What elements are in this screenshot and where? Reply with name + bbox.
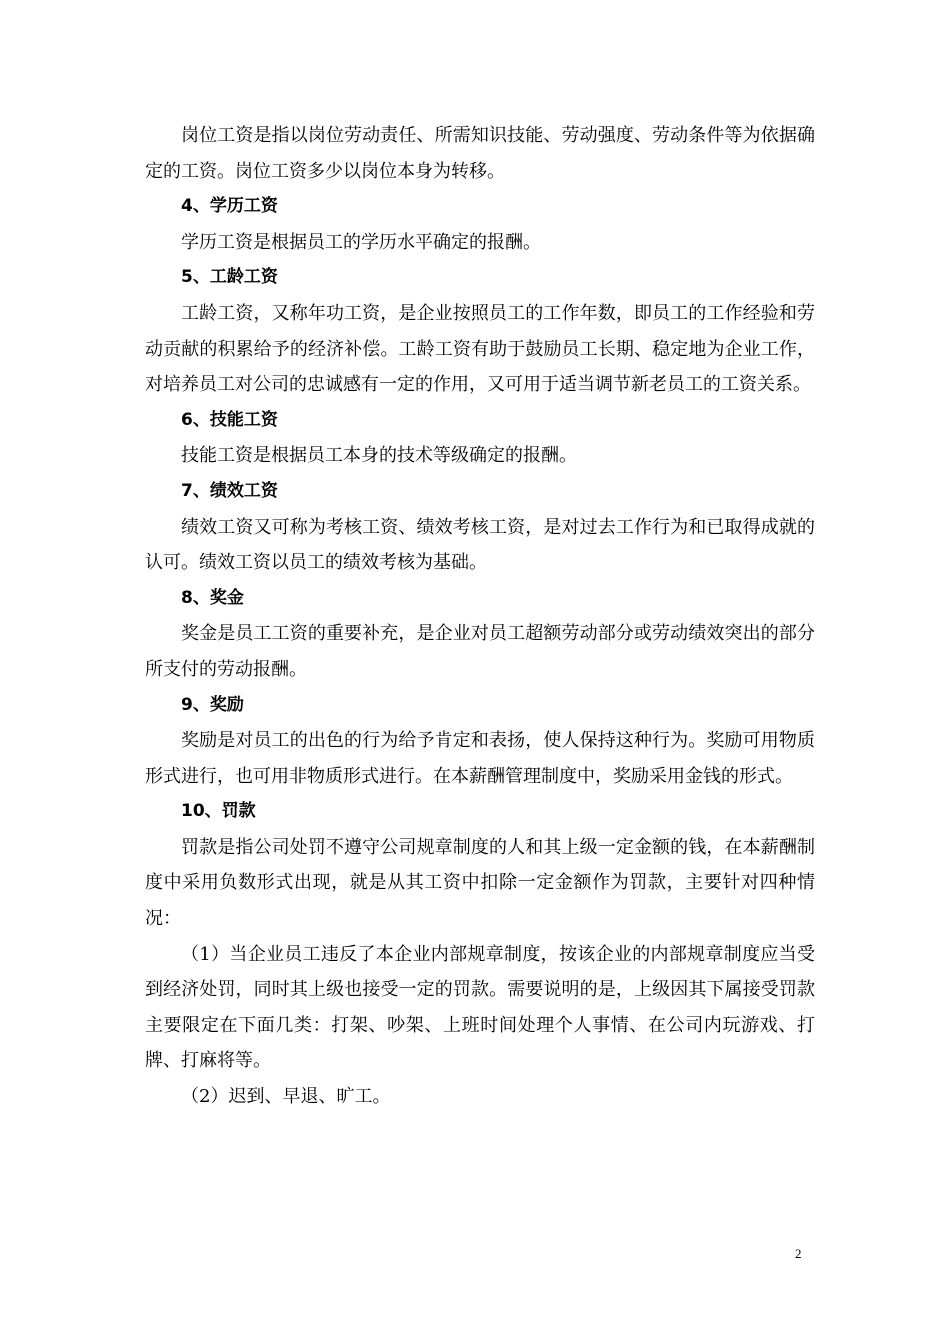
body-paragraph: 奖励是对员工的出色的行为给予肯定和表扬，使人保持这种行为。奖励可用物质形式进行，也可用非物质形式进行。在本薪酬管理制度中，奖励采用金钱的形式。: [145, 730, 815, 787]
body-paragraph: 工龄工资，又称年功工资，是企业按照员工的工作年数，即员工的工作经验和劳动贡献的积累给予的经济补偿。工龄工资有助于鼓励员工长期、稳定地为企业工作，对培养员工对公司的忠诚感有一定的作用，又可用于适当调节新老员工的工资关系。: [145, 302, 815, 396]
section-heading: 6、技能工资: [181, 409, 278, 430]
section-heading: 9、奖励: [181, 694, 244, 715]
document-body: [145, 118, 815, 1115]
section-heading: 8、奖金: [181, 587, 244, 608]
body-paragraph: 学历工资是根据员工的学历水平确定的报酬。: [181, 231, 541, 253]
page-number: 2: [795, 1246, 802, 1261]
body-paragraph: 奖金是员工工资的重要补充，是企业对员工超额劳动部分或劳动绩效突出的部分所支付的劳动报酬。: [145, 623, 815, 680]
section-heading: 5、工龄工资: [181, 267, 278, 288]
section-heading: 7、绩效工资: [181, 480, 278, 501]
body-paragraph: 岗位工资是指以岗位劳动责任、所需知识技能、劳动强度、劳动条件等为依据确定的工资。岗位工资多少以岗位本身为转移。: [145, 125, 815, 182]
body-paragraph: 罚款是指公司处罚不遵守公司规章制度的人和其上级一定金额的钱，在本薪酬制度中采用负数形式出现，就是从其工资中扣除一定金额作为罚款，主要针对四种情况：: [145, 836, 815, 930]
section-heading: 4、学历工资: [181, 196, 278, 217]
body-paragraph: 技能工资是根据员工本身的技术等级确定的报酬。: [181, 445, 577, 467]
body-paragraph: （1）当企业员工违反了本企业内部规章制度，按该企业的内部规章制度应当受到经济处罚，同时其上级也接受一定的罚款。需要说明的是，上级因其下属接受罚款主要限定在下面几类：打架、吵架、上班时间处理个人事情、在公司内玩游戏、打牌、打麻将等。: [145, 943, 815, 1072]
body-paragraph: 绩效工资又可称为考核工资、绩效考核工资，是对过去工作行为和已取得成就的认可。绩效工资以员工的绩效考核为基础。: [145, 516, 815, 574]
section-heading: 10、罚款: [181, 801, 256, 822]
body-paragraph: （2）迟到、早退、旷工。: [181, 1086, 391, 1108]
